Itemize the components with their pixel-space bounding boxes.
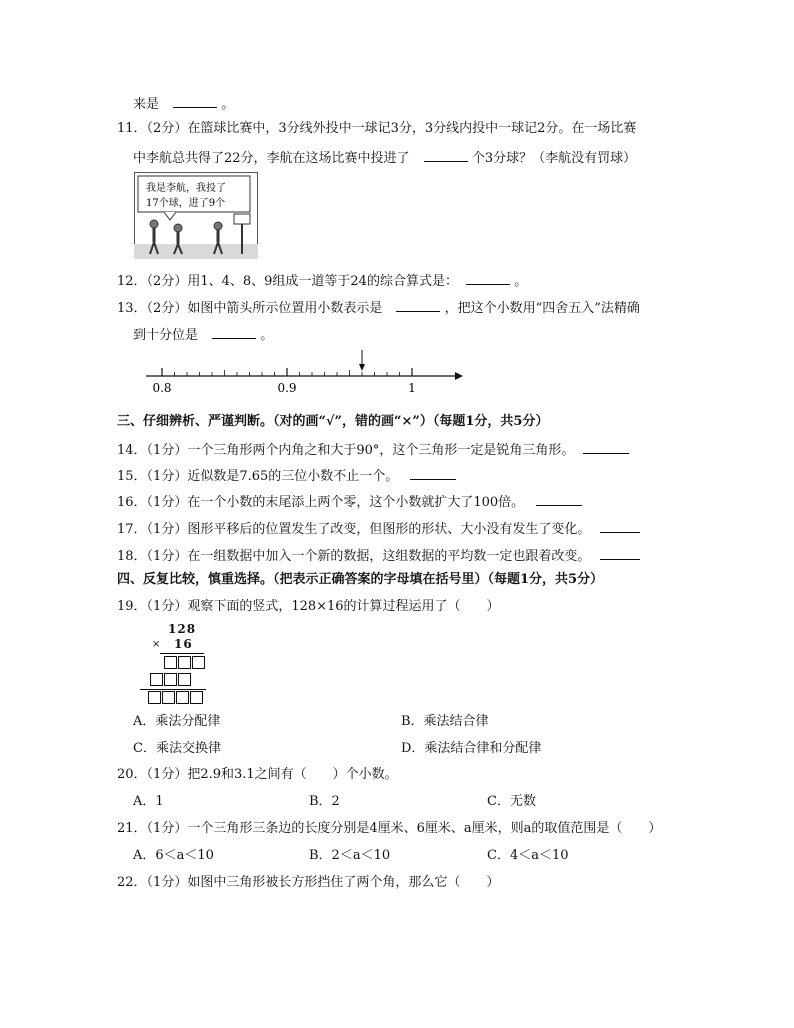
number-line-label: 0.8 [152, 381, 172, 395]
q19-option-d[interactable]: D．乘法结合律和分配律 [401, 741, 542, 756]
product-divider-2 [140, 689, 206, 690]
final-product [148, 691, 204, 708]
digit-box[interactable] [148, 691, 161, 704]
q12-answer-blank[interactable] [466, 270, 510, 285]
multiplicand: 128 [168, 622, 197, 636]
q11-line2-b: 个3分球？（李航没有罚球） [471, 151, 637, 166]
q19-option-c[interactable]: C．乘法交换律 [133, 741, 221, 756]
number-line-label: 1 [408, 381, 416, 395]
q16-answer-blank[interactable] [536, 491, 582, 506]
q15 [117, 465, 456, 486]
q20-option-b[interactable]: B．2 [309, 794, 340, 809]
digit-box[interactable] [178, 656, 191, 669]
q18-answer-blank[interactable] [600, 545, 640, 560]
q19-option-a[interactable]: A．乘法分配律 [133, 714, 221, 729]
q12-end: 。 [514, 274, 528, 289]
q10-tail [133, 93, 234, 114]
q13-line1 [117, 297, 640, 318]
q11-line1: 11．（2分）在篮球比赛中，3分线外投中一球记3分，3分线内投中一球记2分。在一场比赛 [117, 121, 637, 136]
q21-option-a[interactable]: A．6＜a＜10 [133, 848, 214, 863]
q13-line2-a: 到十分位是 [133, 328, 199, 343]
q17-text: 17．（1分）图形平移后的位置发生了改变，但图形的形状、大小没有发生了变化。 [117, 522, 591, 537]
partial-product-2 [150, 673, 192, 690]
partial-product-1 [164, 656, 206, 673]
digit-box[interactable] [162, 691, 175, 704]
q10-answer-blank[interactable] [173, 93, 217, 108]
q13-answer-blank-1[interactable] [396, 297, 440, 312]
digit-box[interactable] [178, 673, 191, 686]
basketball-picture [134, 172, 258, 259]
speech-bubble-line1: 我是李航，我投了 [146, 183, 226, 194]
q14-text: 14．（1分）一个三角形两个内角之和大于90°，这个三角形一定是锐角三角形。 [117, 443, 575, 458]
speech-bubble-line2: 17个球，进了9个 [146, 198, 226, 209]
q15-text: 15．（1分）近似数是7.65的三位小数不止一个。 [117, 469, 399, 484]
q19-option-b[interactable]: B．乘法结合律 [401, 714, 489, 729]
q16 [117, 491, 582, 512]
q13-line2-b: 。 [260, 328, 274, 343]
q12-text: 12．（2分）用1、4、8、9组成一道等于24的综合算式是： [117, 274, 458, 289]
digit-box[interactable] [150, 673, 163, 686]
multiplier: 16 [174, 637, 193, 651]
q14-answer-blank[interactable] [583, 439, 629, 454]
q13-line1-a: 13．（2分）如图中箭头所示位置用小数表示是 [117, 301, 383, 316]
product-divider-1 [160, 653, 204, 654]
arrow-pointer-head [359, 364, 365, 371]
q10-tail-end: 。 [221, 97, 235, 112]
number-line-figure [140, 348, 465, 398]
q14 [117, 439, 629, 460]
digit-box[interactable] [164, 673, 177, 686]
q11-line2-a: 中李航总共得了22分，李航在这场比赛中投进了 [133, 151, 410, 166]
q10-tail-text: 来是 [133, 97, 160, 112]
digit-box[interactable] [192, 656, 205, 669]
q17 [117, 518, 640, 539]
number-line-axis-arrowhead [455, 372, 463, 380]
q17-answer-blank[interactable] [600, 518, 640, 533]
q21-option-b[interactable]: B．2＜a＜10 [309, 848, 391, 863]
q12 [117, 270, 527, 291]
vertical-multiplication [134, 622, 224, 706]
q11-answer-blank[interactable] [424, 147, 468, 162]
q18-text: 18．（1分）在一组数据中加入一个新的数据，这组数据的平均数一定也跟着改变。 [117, 549, 591, 564]
q22-text: 22．（1分）如图中三角形被长方形挡住了两个角，那么它（ ） [117, 875, 500, 890]
times-sign: × [152, 639, 161, 650]
q20-option-c[interactable]: C．无数 [487, 794, 536, 809]
q20-option-a[interactable]: A．1 [133, 794, 164, 809]
q13-line2 [133, 324, 273, 345]
q21-text: 21．（1分）一个三角形三条边的长度分别是4厘米、6厘米、a厘米，则a的取值范围是（ ） [117, 821, 662, 836]
q16-text: 16．（1分）在一个小数的末尾添上两个零，这个小数就扩大了100倍。 [117, 495, 525, 510]
q13-line1-b: ，把这个小数用“四舍五入”法精确 [444, 301, 640, 316]
digit-box[interactable] [164, 656, 177, 669]
q13-answer-blank-2[interactable] [212, 324, 256, 339]
section4-title: 四、反复比较，慎重选择。（把表示正确答案的字母填在括号里）（每题1分，共5分） [117, 572, 604, 587]
number-line-label: 0.9 [277, 381, 297, 395]
basketball-scene-illustration [134, 172, 258, 259]
number-line [140, 348, 465, 398]
digit-box[interactable] [176, 691, 189, 704]
q21-option-c[interactable]: C．4＜a＜10 [487, 848, 569, 863]
digit-box[interactable] [190, 691, 203, 704]
q20-text: 20．（1分）把2.9和3.1之间有（ ）个小数。 [117, 767, 398, 782]
q15-answer-blank[interactable] [410, 465, 456, 480]
q19-text: 19．（1分）观察下面的竖式，128×16的计算过程运用了（ ） [117, 599, 500, 614]
q11-line2 [133, 147, 636, 168]
section3-title: 三、仔细辨析、严谨判断。（对的画“√”，错的画“×”）（每题1分，共5分） [117, 414, 549, 429]
q18 [117, 545, 640, 566]
